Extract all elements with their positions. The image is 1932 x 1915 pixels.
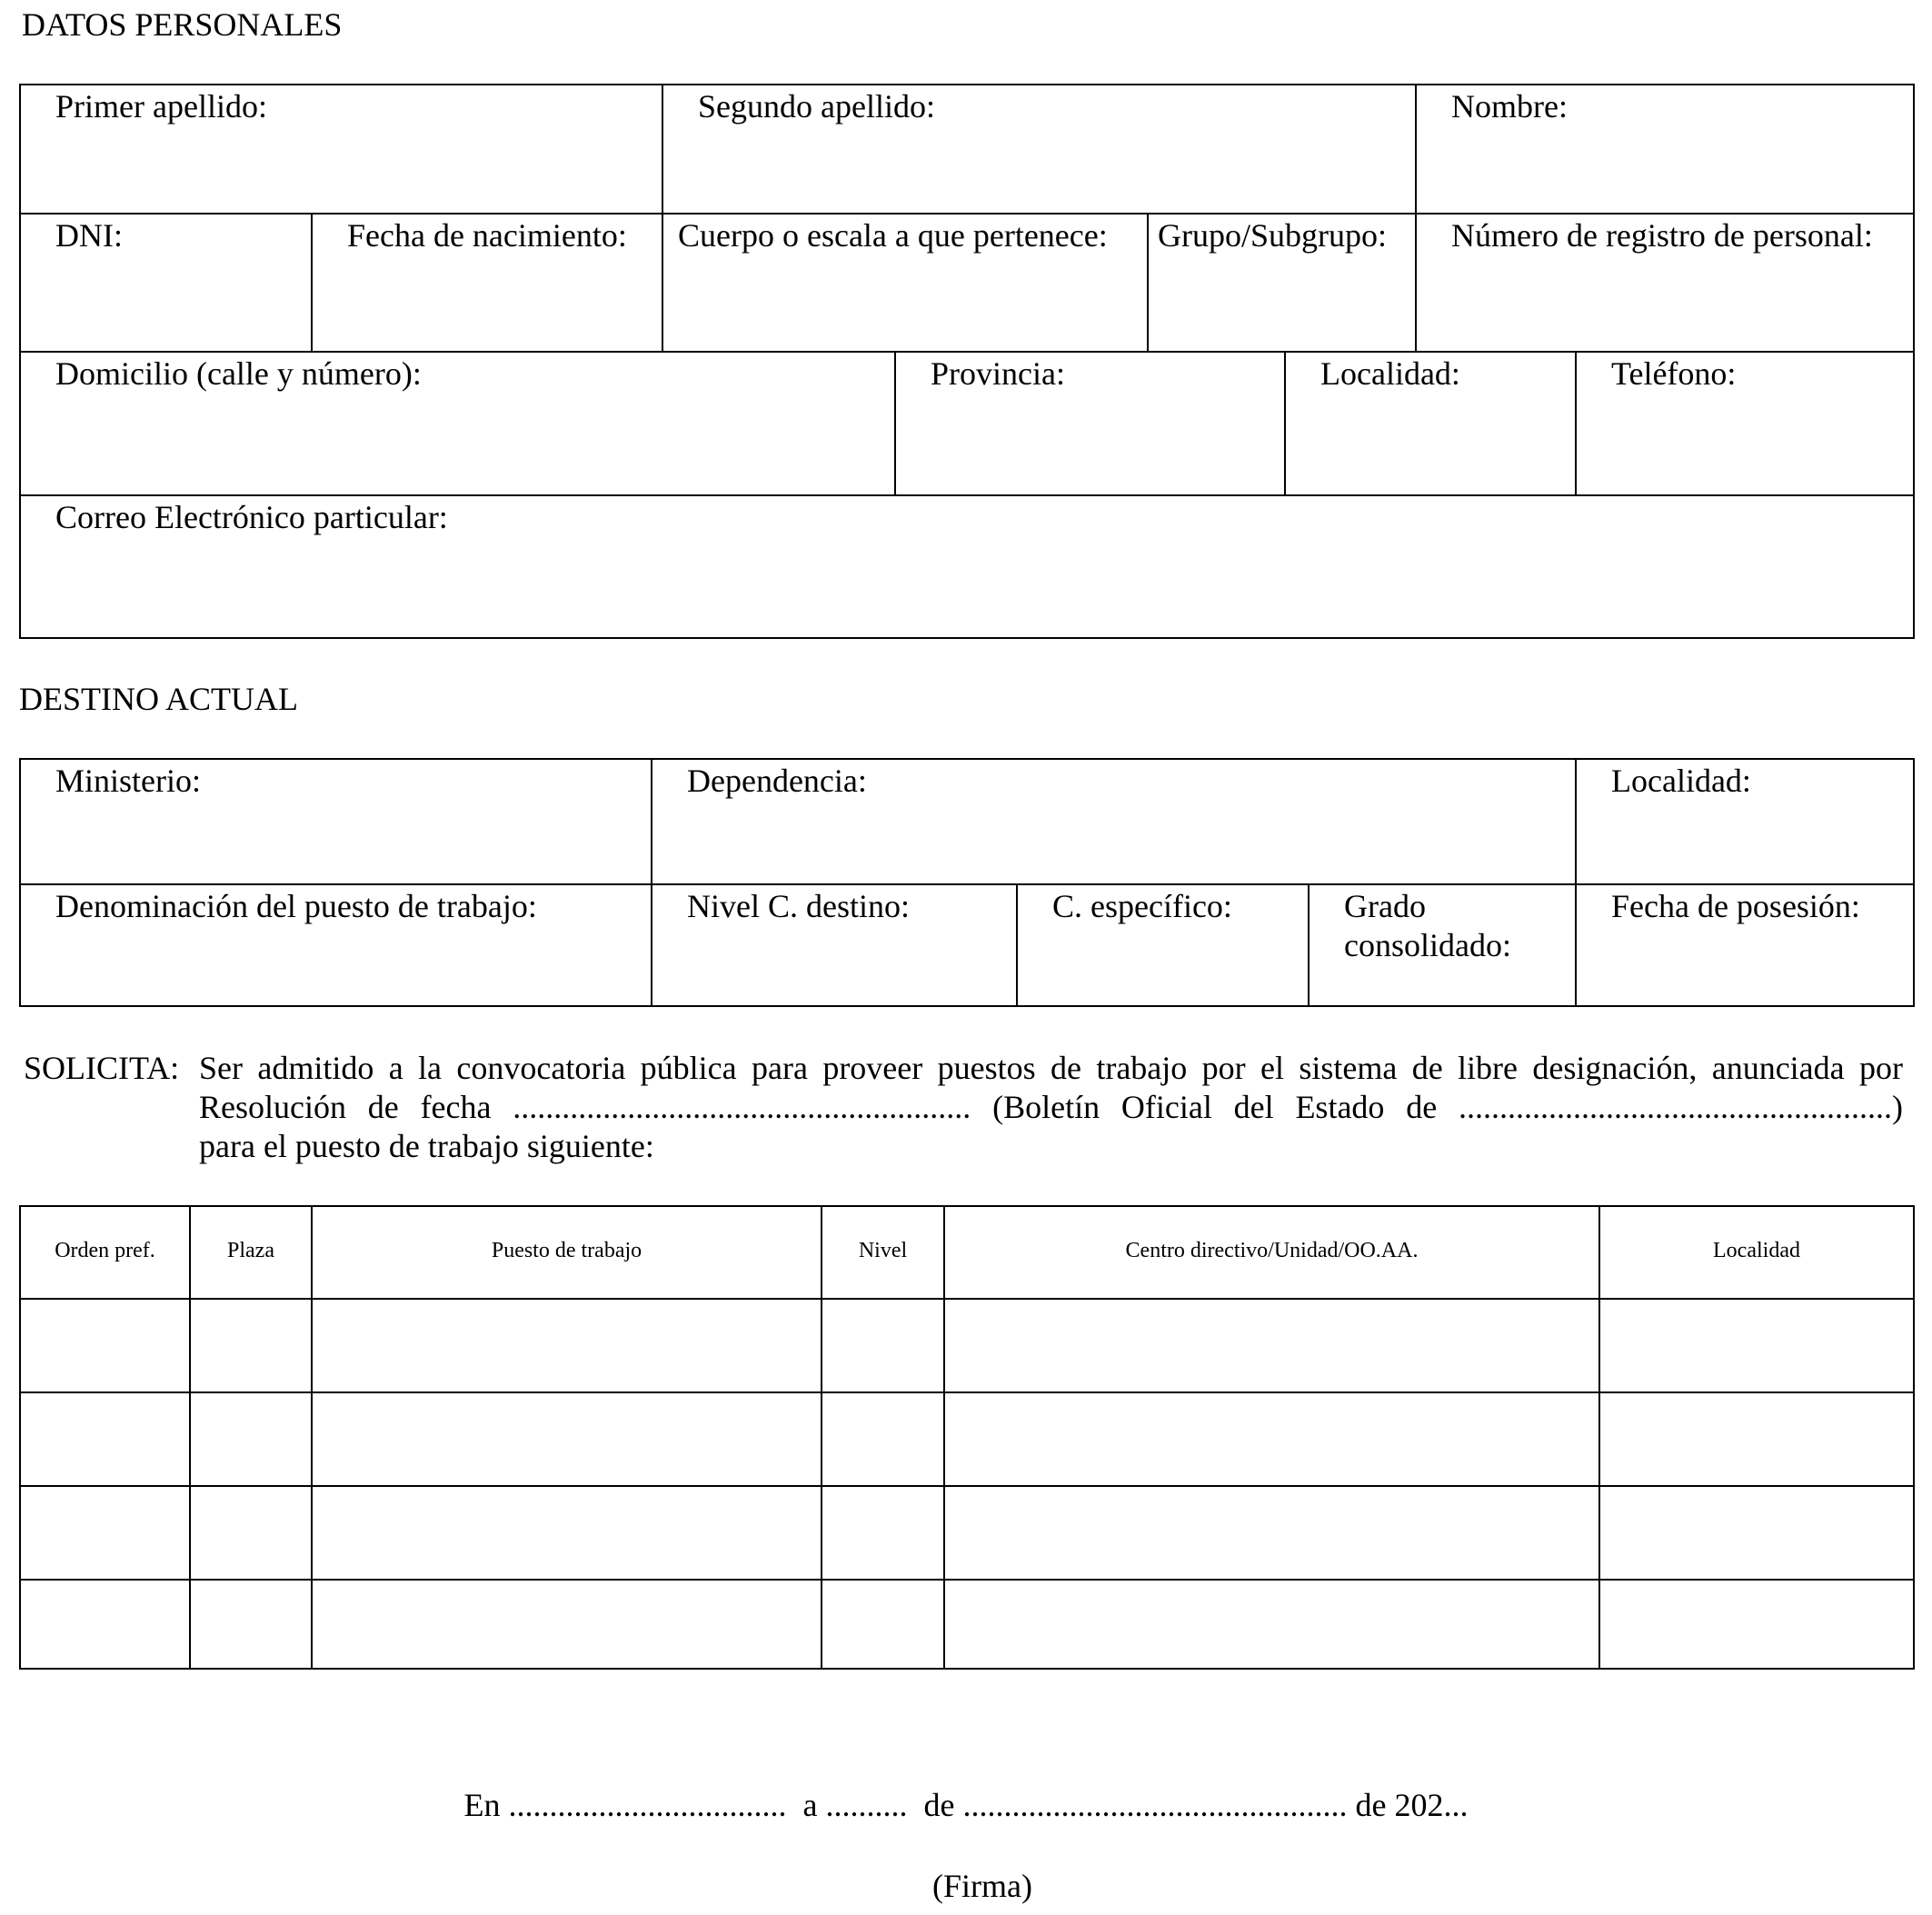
table-row[interactable] xyxy=(21,1487,1913,1579)
header-orden-pref: Orden pref. xyxy=(55,1239,155,1262)
solicita-line1: Ser admitido a la convocatoria pública para proveer puestos de trabajo por el sistema de libre designación, anunciada por xyxy=(199,1050,1903,1086)
header-centro-directivo: Centro directivo/Unidad/OO.AA. xyxy=(1125,1239,1419,1262)
field-cuerpo-escala[interactable] xyxy=(663,214,1147,351)
label-localidad-destino: Localidad: xyxy=(1611,763,1751,799)
header-plaza: Plaza xyxy=(227,1239,274,1262)
table-row[interactable] xyxy=(21,1581,1913,1668)
date-line: En .................................. a .......... de ............................................... de 202... xyxy=(463,1787,1469,1823)
solicita-label: SOLICITA: xyxy=(24,1050,180,1086)
solicita-line2: Resolución de fecha ........................................................ (Boletín Oficial del Estado de .....................................................) xyxy=(199,1089,1903,1125)
field-fecha-nacimiento[interactable] xyxy=(313,214,662,351)
field-localidad-personal[interactable] xyxy=(1286,353,1575,494)
field-grupo[interactable] xyxy=(1149,214,1415,351)
solicita-line3: para el puesto de trabajo siguiente: xyxy=(199,1128,654,1164)
field-correo[interactable] xyxy=(21,496,1913,637)
label-especifico: C. específico: xyxy=(1052,888,1232,924)
label-primer-apellido: Primer apellido: xyxy=(55,88,267,125)
field-domicilio[interactable] xyxy=(21,353,894,494)
field-nivel-destino[interactable] xyxy=(652,885,1016,1005)
header-localidad: Localidad xyxy=(1713,1239,1800,1262)
label-fecha-nacimiento: Fecha de nacimiento: xyxy=(347,217,627,254)
field-segundo-apellido[interactable] xyxy=(663,85,1415,213)
field-nombre[interactable] xyxy=(1417,85,1913,213)
label-grado-line1: Grado xyxy=(1344,888,1426,924)
field-denominacion[interactable] xyxy=(21,885,651,1005)
section-title-personal: DATOS PERSONALES xyxy=(22,6,343,43)
label-dni: DNI: xyxy=(55,217,123,254)
table-row[interactable] xyxy=(21,1393,1913,1485)
label-ministerio: Ministerio: xyxy=(55,763,201,799)
label-nivel-destino: Nivel C. destino: xyxy=(687,888,910,924)
field-primer-apellido[interactable] xyxy=(21,85,662,213)
label-provincia: Provincia: xyxy=(931,355,1065,392)
field-grado[interactable] xyxy=(1310,885,1575,1005)
table-row[interactable] xyxy=(21,1300,1913,1391)
label-grado-line2: consolidado: xyxy=(1344,927,1511,963)
label-nombre: Nombre: xyxy=(1451,88,1568,125)
label-grupo: Grupo/Subgrupo: xyxy=(1158,217,1387,254)
field-dependencia[interactable] xyxy=(652,760,1575,883)
solicita-text xyxy=(199,1049,1903,1166)
label-dependencia: Dependencia: xyxy=(687,763,867,799)
header-nivel: Nivel xyxy=(858,1239,908,1262)
label-cuerpo-escala: Cuerpo o escala a que pertenece: xyxy=(678,217,1108,254)
field-ministerio[interactable] xyxy=(21,760,651,883)
label-correo: Correo Electrónico particular: xyxy=(55,499,448,535)
field-fecha-posesion[interactable] xyxy=(1577,885,1913,1005)
field-localidad-destino[interactable] xyxy=(1577,760,1913,883)
label-domicilio: Domicilio (calle y número): xyxy=(55,355,422,392)
field-telefono[interactable] xyxy=(1577,353,1913,494)
section-title-current: DESTINO ACTUAL xyxy=(19,681,298,717)
label-fecha-posesion: Fecha de posesión: xyxy=(1611,888,1860,924)
label-telefono: Teléfono: xyxy=(1611,355,1737,392)
field-provincia[interactable] xyxy=(896,353,1284,494)
field-nrp[interactable] xyxy=(1417,214,1913,351)
signature-label: (Firma) xyxy=(932,1868,1032,1904)
label-nrp: Número de registro de personal: xyxy=(1451,217,1873,254)
field-especifico[interactable] xyxy=(1018,885,1308,1005)
field-dni[interactable] xyxy=(21,214,311,351)
label-localidad-personal: Localidad: xyxy=(1320,355,1460,392)
label-segundo-apellido: Segundo apellido: xyxy=(698,88,935,125)
label-denominacion: Denominación del puesto de trabajo: xyxy=(55,888,537,924)
header-puesto: Puesto de trabajo xyxy=(491,1239,642,1262)
